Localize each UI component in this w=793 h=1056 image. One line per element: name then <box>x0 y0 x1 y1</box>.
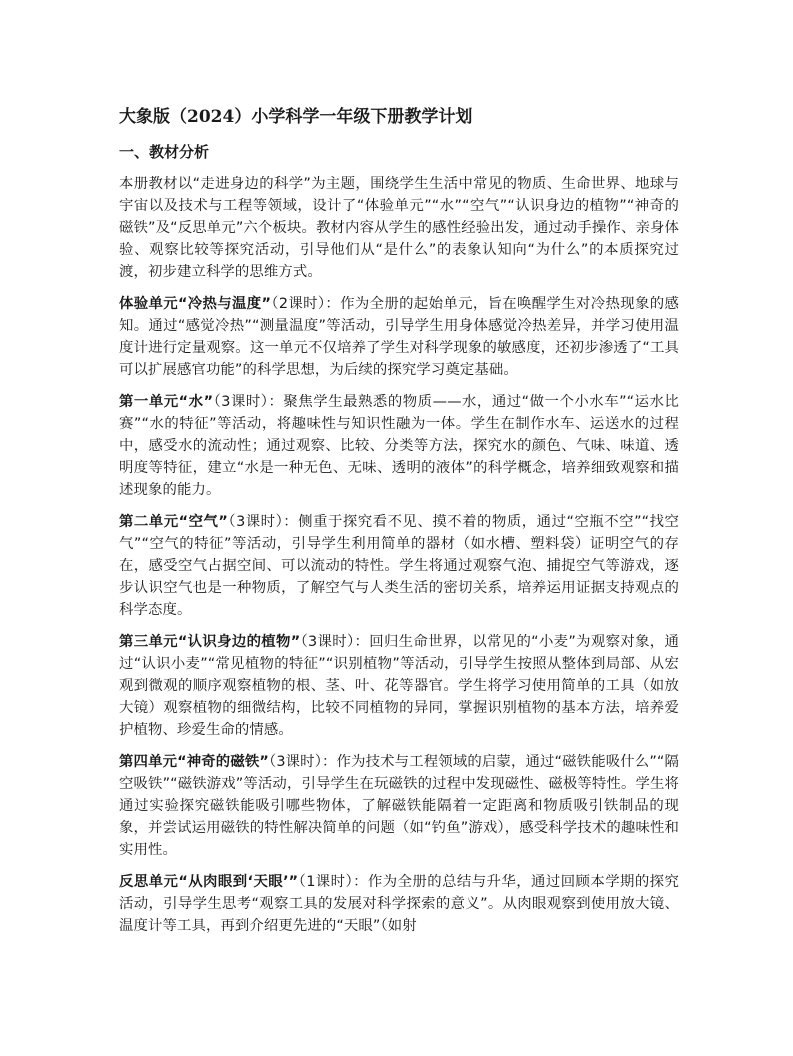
section-heading-textbook-analysis: 一、教材分析 <box>119 143 210 161</box>
unit-paragraph <box>119 871 679 937</box>
intro-text: 本册教材以“走进身边的科学”为主题，围绕学生生活中常见的物质、生命世界、地球与宇宙以及技术与工程等领域，设计了“体验单元”“水”“空气”“认识身边的植物”“神奇的磁铁”及“反思单元”六个板块。教材内容从学生的感性经验出发，通过动手操作、亲身体验、观察比较等探究活动，引导他们从“是什么”的表象认知向“为什么”的本质探究过渡，初步建立科学的思维方式。 <box>119 176 679 280</box>
unit-lead: 体验单元“冷热与温度” <box>119 296 272 312</box>
unit-paragraph <box>119 293 679 381</box>
unit-text: （3课时）：作为技术与工程领域的启蒙，通过“磁铁能吸什么”“隔空吸铁”“磁铁游戏”等活动，引导学生在玩磁铁的过程中发现磁性、磁极等特性。学生将通过实验探究磁铁能吸引哪些物体，了解磁铁能隔着一定距离和物质吸引铁制品的现象，并尝试运用磁铁的特性解决简单的问题（如“钓鱼”游戏），感受科学技术的趣味性和实用性。 <box>119 754 679 858</box>
unit-lead: 反思单元“从肉眼到‘天眼’” <box>119 874 299 890</box>
unit-lead: 第四单元“神奇的磁铁” <box>119 754 269 770</box>
unit-text: （3课时）：回归生命世界，以常见的“小麦”为观察对象，通过“认识小麦”“常见植物的特征”“识别植物”等活动，引导学生按照从整体到局部、从宏观到微观的顺序观察植物的根、茎、叶、花等器官。学生将学习使用简单的工具（如放大镜）观察植物的细微结构，比较不同植物的异同，掌握识别植物的基本方法，培养爱护植物、珍爱生命的情感。 <box>119 634 680 738</box>
document-content <box>119 104 679 947</box>
document-title: 大象版（2024）小学科学一年级下册教学计划 <box>119 107 473 127</box>
unit-paragraph <box>119 391 679 501</box>
unit-text: （3课时）：侧重于探究看不见、摸不着的物质，通过“空瓶不空”“找空气”“空气的特征”等活动，引导学生利用简单的器材（如水槽、塑料袋）证明空气的存在，感受空气占据空间、可以流动的特性。学生将通过观察气泡、捕捉空气等游戏，逐步认识空气也是一种物质，了解空气与人类生活的密切关系，培养运用证据支持观点的科学态度。 <box>119 514 679 618</box>
unit-text: （3课时）：聚焦学生最熟悉的物质——水，通过“做一个小水车”“运水比赛”“水的特征”等活动，将趣味性与知识性融为一体。学生在制作水车、运送水的过程中，感受水的流动性；通过观察、比较、分类等方法，探究水的颜色、气味、味道、透明度等特征，建立“水是一种无色、无味、透明的液体”的科学概念，培养细致观察和描述现象的能力。 <box>119 394 679 498</box>
unit-text: （1课时）：作为全册的总结与升华，通过回顾本学期的探究活动，引导学生思考“观察工具的发展对科学探索的意义”。从肉眼观察到使用放大镜、温度计等工具，再到介绍更先进的“天眼”（如射 <box>119 874 679 934</box>
unit-lead: 第二单元“空气” <box>119 514 228 530</box>
unit-lead: 第一单元“水” <box>119 394 214 410</box>
unit-text: （2课时）：作为全册的起始单元，旨在唤醒学生对冷热现象的感知。通过“感觉冷热”“测量温度”等活动，引导学生用身体感觉冷热差异，并学习使用温度计进行定量观察。这一单元不仅培养了学生对科学现象的敏感度，还初步渗透了“工具可以扩展感官功能”的科学思想，为后续的探究学习奠定基础。 <box>119 296 679 378</box>
unit-paragraph <box>119 751 679 861</box>
intro-paragraph <box>119 173 679 283</box>
unit-paragraph <box>119 511 679 621</box>
unit-lead: 第三单元“认识身边的植物” <box>119 634 301 650</box>
unit-paragraph <box>119 631 679 741</box>
